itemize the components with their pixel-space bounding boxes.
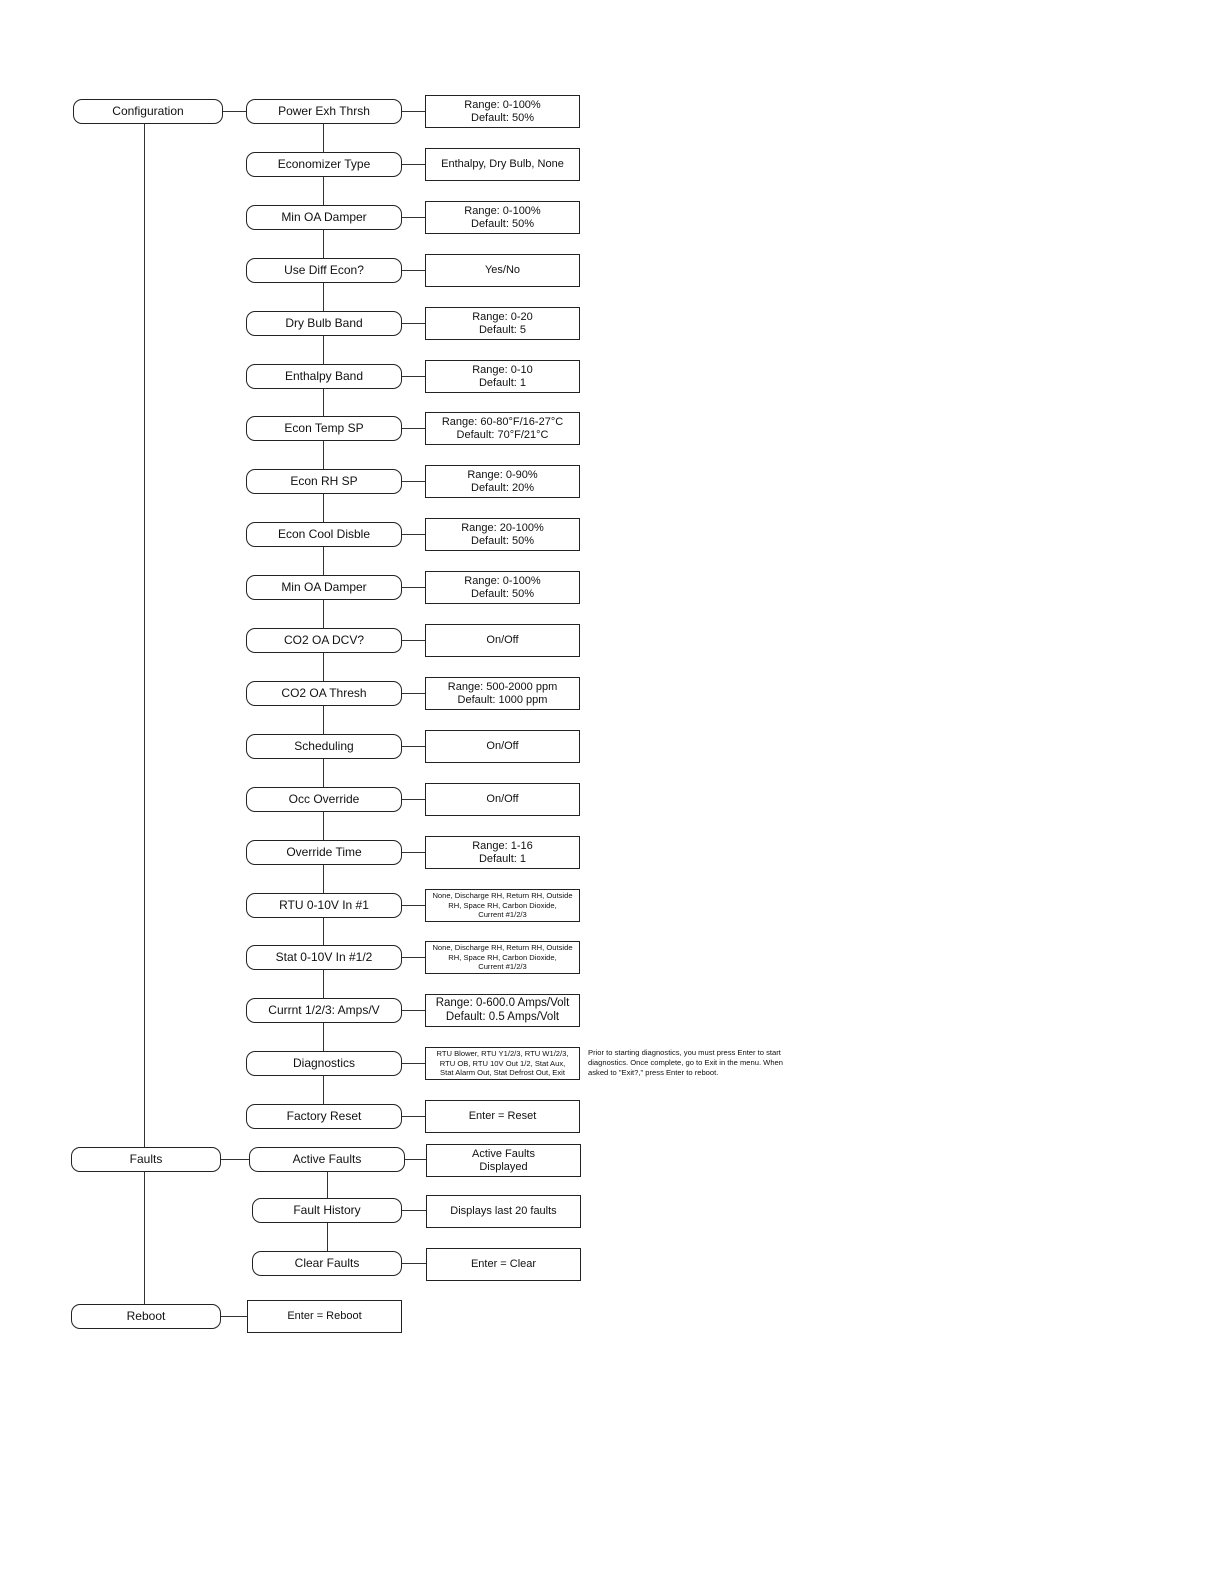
faults-detail-connector: [402, 1263, 426, 1264]
config-item-18: Currnt 1/2/3: Amps/V: [246, 998, 402, 1023]
config-item-1: Power Exh Thrsh: [246, 99, 402, 124]
config-detail-connector: [402, 746, 425, 747]
config-detail-connector: [402, 111, 425, 112]
config-detail-3: Range: 0-100% Default: 50%: [425, 201, 580, 234]
config-item-6: Enthalpy Band: [246, 364, 402, 389]
faults-detail-clear-faults: Enter = Clear: [426, 1248, 581, 1281]
config-detail-connector: [402, 164, 425, 165]
config-detail-connector: [402, 1010, 425, 1011]
config-item-2: Economizer Type: [246, 152, 402, 177]
reboot-branch-line: [221, 1316, 247, 1317]
config-detail-connector: [402, 799, 425, 800]
config-item-19: Diagnostics: [246, 1051, 402, 1076]
config-detail-connector: [402, 1063, 425, 1064]
config-item-10: Min OA Damper: [246, 575, 402, 600]
config-detail-connector: [402, 428, 425, 429]
config-item-17: Stat 0-10V In #1/2: [246, 945, 402, 970]
faults-branch-line: [221, 1159, 249, 1160]
config-detail-8: Range: 0-90% Default: 20%: [425, 465, 580, 498]
config-item-7: Econ Temp SP: [246, 416, 402, 441]
config-detail-connector: [402, 1116, 425, 1117]
config-item-9: Econ Cool Disble: [246, 522, 402, 547]
config-item-11: CO2 OA DCV?: [246, 628, 402, 653]
config-detail-20: Enter = Reset: [425, 1100, 580, 1133]
config-detail-7: Range: 60-80°F/16-27°C Default: 70°F/21°C: [425, 412, 580, 445]
config-detail-1: Range: 0-100% Default: 50%: [425, 95, 580, 128]
main-menu-faults: Faults: [71, 1147, 221, 1172]
config-detail-connector: [402, 534, 425, 535]
config-detail-connector: [402, 217, 425, 218]
config-item-8: Econ RH SP: [246, 469, 402, 494]
faults-item-fault-history: Fault History: [252, 1198, 402, 1223]
config-detail-connector: [402, 481, 425, 482]
faults-detail-active-faults: Active Faults Displayed: [426, 1144, 581, 1177]
config-detail-connector: [402, 905, 425, 906]
config-detail-connector: [402, 640, 425, 641]
config-detail-5: Range: 0-20 Default: 5: [425, 307, 580, 340]
config-detail-15: Range: 1-16 Default: 1: [425, 836, 580, 869]
config-item-3: Min OA Damper: [246, 205, 402, 230]
config-detail-connector: [402, 693, 425, 694]
config-item-16: RTU 0-10V In #1: [246, 893, 402, 918]
config-detail-12: Range: 500-2000 ppm Default: 1000 ppm: [425, 677, 580, 710]
config-item-14: Occ Override: [246, 787, 402, 812]
config-item-15: Override Time: [246, 840, 402, 865]
config-detail-connector: [402, 270, 425, 271]
config-detail-16: None, Discharge RH, Return RH, Outside RH, Space RH, Carbon Dioxide, Current #1/2/3: [425, 889, 580, 922]
config-detail-13: On/Off: [425, 730, 580, 763]
reboot-detail: Enter = Reboot: [247, 1300, 402, 1333]
config-detail-2: Enthalpy, Dry Bulb, None: [425, 148, 580, 181]
config-detail-connector: [402, 852, 425, 853]
faults-item-clear-faults: Clear Faults: [252, 1251, 402, 1276]
config-detail-9: Range: 20-100% Default: 50%: [425, 518, 580, 551]
config-detail-4: Yes/No: [425, 254, 580, 287]
config-detail-17: None, Discharge RH, Return RH, Outside RH, Space RH, Carbon Dioxide, Current #1/2/3: [425, 941, 580, 974]
config-detail-connector: [402, 376, 425, 377]
diagnostics-note: Prior to starting diagnostics, you must press Enter to start diagnostics. Once complete, go to Exit in the menu. When asked to "Exit?," press Enter to reboot.: [588, 1048, 784, 1077]
config-item-20: Factory Reset: [246, 1104, 402, 1129]
main-menu-configuration: Configuration: [73, 99, 223, 124]
faults-detail-connector: [402, 1210, 426, 1211]
config-branch-line: [223, 111, 246, 112]
config-detail-connector: [402, 323, 425, 324]
main-trunk-line: [144, 124, 145, 1304]
config-item-13: Scheduling: [246, 734, 402, 759]
config-detail-19: RTU Blower, RTU Y1/2/3, RTU W1/2/3, RTU OB, RTU 10V Out 1/2, Stat Aux, Stat Alarm Out, Stat Defrost Out, Exit: [425, 1047, 580, 1080]
config-detail-6: Range: 0-10 Default: 1: [425, 360, 580, 393]
config-detail-10: Range: 0-100% Default: 50%: [425, 571, 580, 604]
faults-item-active-faults: Active Faults: [249, 1147, 405, 1172]
config-detail-18: Range: 0-600.0 Amps/Volt Default: 0.5 Amps/Volt: [425, 994, 580, 1027]
config-item-4: Use Diff Econ?: [246, 258, 402, 283]
main-menu-reboot: Reboot: [71, 1304, 221, 1329]
config-item-12: CO2 OA Thresh: [246, 681, 402, 706]
faults-detail-fault-history: Displays last 20 faults: [426, 1195, 581, 1228]
config-detail-connector: [402, 587, 425, 588]
config-item-5: Dry Bulb Band: [246, 311, 402, 336]
config-detail-connector: [402, 957, 425, 958]
config-detail-11: On/Off: [425, 624, 580, 657]
faults-detail-connector: [405, 1159, 426, 1160]
config-detail-14: On/Off: [425, 783, 580, 816]
